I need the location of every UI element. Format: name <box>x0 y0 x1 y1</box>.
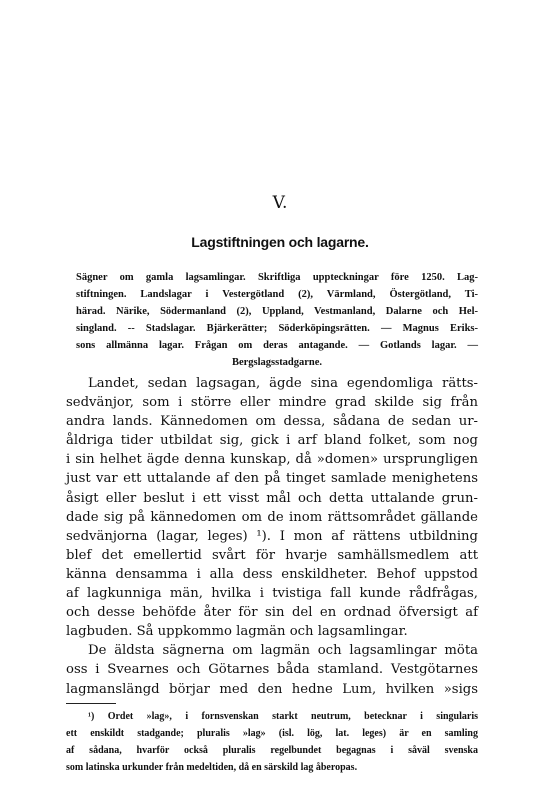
summary-line: sons allmänna lagar. Frågan om deras antagande. — Gotlands lagar. — <box>76 340 478 351</box>
body-line: sedvänjorna (lagar, leges) ¹). I mon af rättens utbildning <box>66 528 478 544</box>
summary-line: Bergslagsstadgarne. <box>231 357 323 368</box>
body-line: sedvänjor, som i större eller mindre grad skilde sig från <box>66 395 478 411</box>
body-line: Landet, sedan lagsagan, ägde sina egendomliga rätts- <box>88 376 478 391</box>
footnote-line: af sådana, hvarför också pluralis regelbundet begagnas i såväl svenska <box>66 745 478 756</box>
chapter-summary <box>76 269 478 371</box>
body-line: oss i Svearnes och Götarnes båda stamland. Vestgötarnes <box>66 662 478 678</box>
summary-line: stiftningen. Landslagar i Vestergötland (2), Värmland, Östergötland, Ti- <box>76 289 478 300</box>
footnote-line: ¹) Ordet »lag», i fornsvenskan starkt neutrum, betecknar i singularis <box>88 711 478 722</box>
footnote-line: som latinska urkunder från medeltiden, då en särskild lag åberopas. <box>66 762 358 773</box>
summary-line: härad. Närike, Södermanland (2), Uppland, Vestmanland, Dalarne och Hel- <box>76 306 478 317</box>
body-line: blef det emellertid svårt för hvarje samhällsmedlem att <box>66 547 478 563</box>
body-line: andra lands. Kännedomen om dessa, sådana de sedan ur- <box>66 414 478 430</box>
body-line: åldriga tider utbildat sig, gick i arf bland folket, som nog <box>66 433 478 449</box>
body-line: lagbuden. Så uppkommo lagmän och lagsamlingar. <box>66 624 408 640</box>
body-line: dade sig på kännedomen om de inom rättsområdet gällande <box>66 509 478 525</box>
footnote-line: ett enskildt stadgande; pluralis »lag» (isl. lög, lat. leges) är en samling <box>66 728 478 739</box>
body-line: lagmanslängd börjar med den hedne Lum, hvilken »sigs <box>66 681 478 697</box>
body-line: i sin helhet ägde denna kunskap, då »domen» ursprungligen <box>66 452 478 468</box>
chapter-title: Lagstiftningen och lagarne. <box>191 234 369 250</box>
body-text <box>66 374 478 699</box>
footnote-divider <box>66 703 116 704</box>
body-line: känna densamma i alla dess enskildheter. Behof uppstod <box>66 566 478 582</box>
body-line: och desse behöfde åter för sin del en ordnad öfversigt af <box>66 605 478 621</box>
body-line: just var ett uttalande af den på tinget samlade menighetens <box>66 471 478 487</box>
summary-line: Sägner om gamla lagsamlingar. Skriftliga uppteckningar före 1250. Lag- <box>76 272 478 283</box>
body-line: af lagkunniga män, hvilka i tvistiga fall kunde rådfrågas, <box>66 586 478 602</box>
footnote <box>66 708 478 776</box>
body-line: De äldsta sägnerna om lagmän och lagsamlingar möta <box>88 643 478 659</box>
body-line: åsigt eller beslut i ett visst mål och detta uttalande grun- <box>66 490 478 506</box>
chapter-number: V. <box>272 193 288 213</box>
summary-line: singland. -- Stadslagar. Bjärkerätter; Söderköpingsrätten. — Magnus Eriks- <box>76 323 478 334</box>
